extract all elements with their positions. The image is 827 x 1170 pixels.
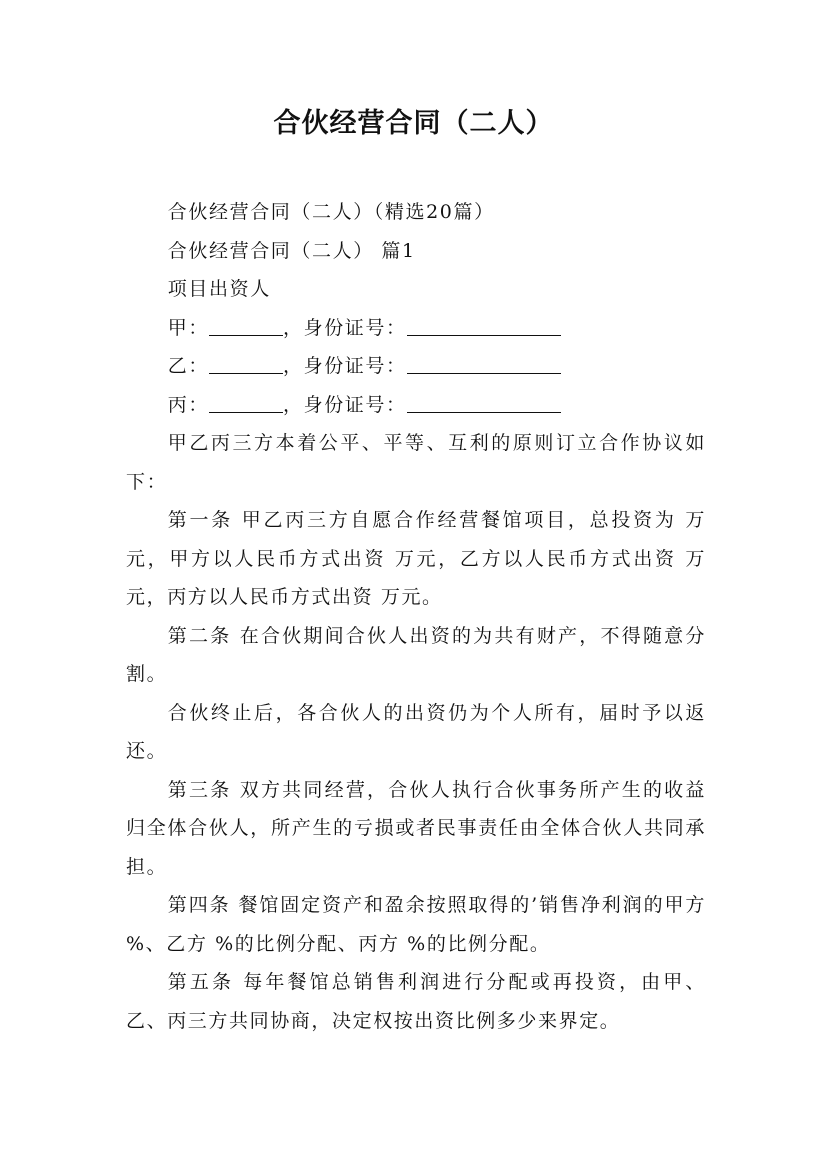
document-body — [126, 193, 706, 1040]
party-line-c — [126, 386, 706, 425]
paragraph-article-1: 第一条 甲乙丙三方自愿合作经营餐馆项目，总投资为 万元，甲方以人民币方式出资 万元，乙方以人民币方式出资 万元，丙方以人民币方式出资 万元。 — [126, 509, 706, 608]
paragraph-article-4: 第四条 餐馆固定资产和盈余按照取得的’销售净利润的甲方 %、乙方 %的比例分配、丙方 %的比例分配。 — [126, 894, 706, 955]
party-line-b — [126, 347, 706, 386]
name-blank — [209, 353, 283, 374]
paragraph-article-2: 第二条 在合伙期间合伙人出资的为共有财产，不得随意分割。 — [126, 624, 706, 685]
party-name: 甲： — [167, 316, 209, 339]
name-blank — [209, 392, 283, 413]
id-label: ，身份证号： — [283, 393, 407, 416]
investors-label: 项目出资人 — [167, 278, 271, 300]
party-line-a — [126, 309, 706, 348]
party-name: 乙： — [167, 355, 209, 377]
paragraph-intro: 甲乙丙三方本着公平、平等、互利的原则订立合作协议如下： — [126, 432, 706, 493]
paragraph-article-5: 第五条 每年餐馆总销售利润进行分配或再投资，由甲、乙、丙三方共同协商，决定权按出资比例多少来界定。 — [126, 971, 706, 1032]
id-label: ，身份证号： — [283, 355, 407, 377]
id-blank — [407, 353, 561, 374]
document-subtitle: 合伙经营合同（二人）（精选20篇） — [167, 201, 495, 223]
section-heading: 合伙经营合同（二人） 篇1 — [167, 239, 416, 262]
name-blank — [209, 315, 283, 336]
party-name: 丙： — [167, 393, 209, 416]
paragraph-article-3: 第三条 双方共同经营，合伙人执行合伙事务所产生的收益归全体合伙人，所产生的亏损或者民事责任由全体合伙人共同承担。 — [126, 778, 706, 878]
id-blank — [407, 392, 561, 413]
document-title: 合伙经营合同（二人） — [273, 108, 554, 139]
id-blank — [407, 315, 561, 336]
paragraph-termination: 合伙终止后，各合伙人的出资仍为个人所有，届时予以返还。 — [126, 701, 706, 762]
id-label: ，身份证号： — [283, 316, 407, 339]
